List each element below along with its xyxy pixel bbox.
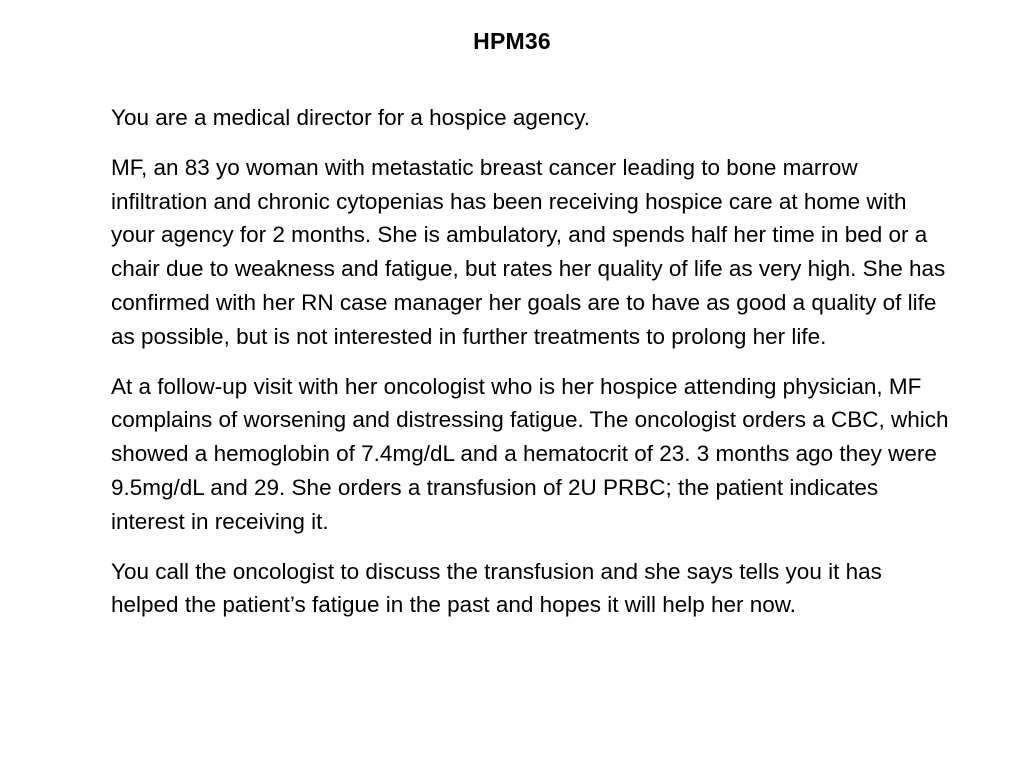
- slide-body: [111, 101, 951, 638]
- slide-title: HPM36: [473, 28, 551, 54]
- paragraph-oncology-visit: At a follow-up visit with her oncologist who is her hospice attending physician, MF complains of worsening and distressing fatigue. The oncologist orders a CBC, which showed a hemoglobin of 7.4mg/dL and a hematocrit of 23. 3 months ago they were 9.5mg/dL and 29. She orders a transfusion of 2U PRBC; the patient indicates interest in receiving it.: [111, 373, 949, 534]
- paragraph-patient-history: MF, an 83 yo woman with metastatic breast cancer leading to bone marrow infiltration and chronic cytopenias has been receiving hospice care at home with your agency for 2 months. She is ambulatory, and spends half her time in bed or a chair due to weakness and fatigue, but rates her quality of life as very high. She has confirmed with her RN case manager her goals are to have as good a quality of life as possible, but is not interested in further treatments to prolong her life.: [111, 154, 946, 349]
- paragraph-intro: You are a medical director for a hospice agency.: [111, 105, 591, 130]
- paragraph-oncologist-call: You call the oncologist to discuss the transfusion and she says tells you it has helped the patient’s fatigue in the past and hopes it will help her now.: [111, 558, 882, 618]
